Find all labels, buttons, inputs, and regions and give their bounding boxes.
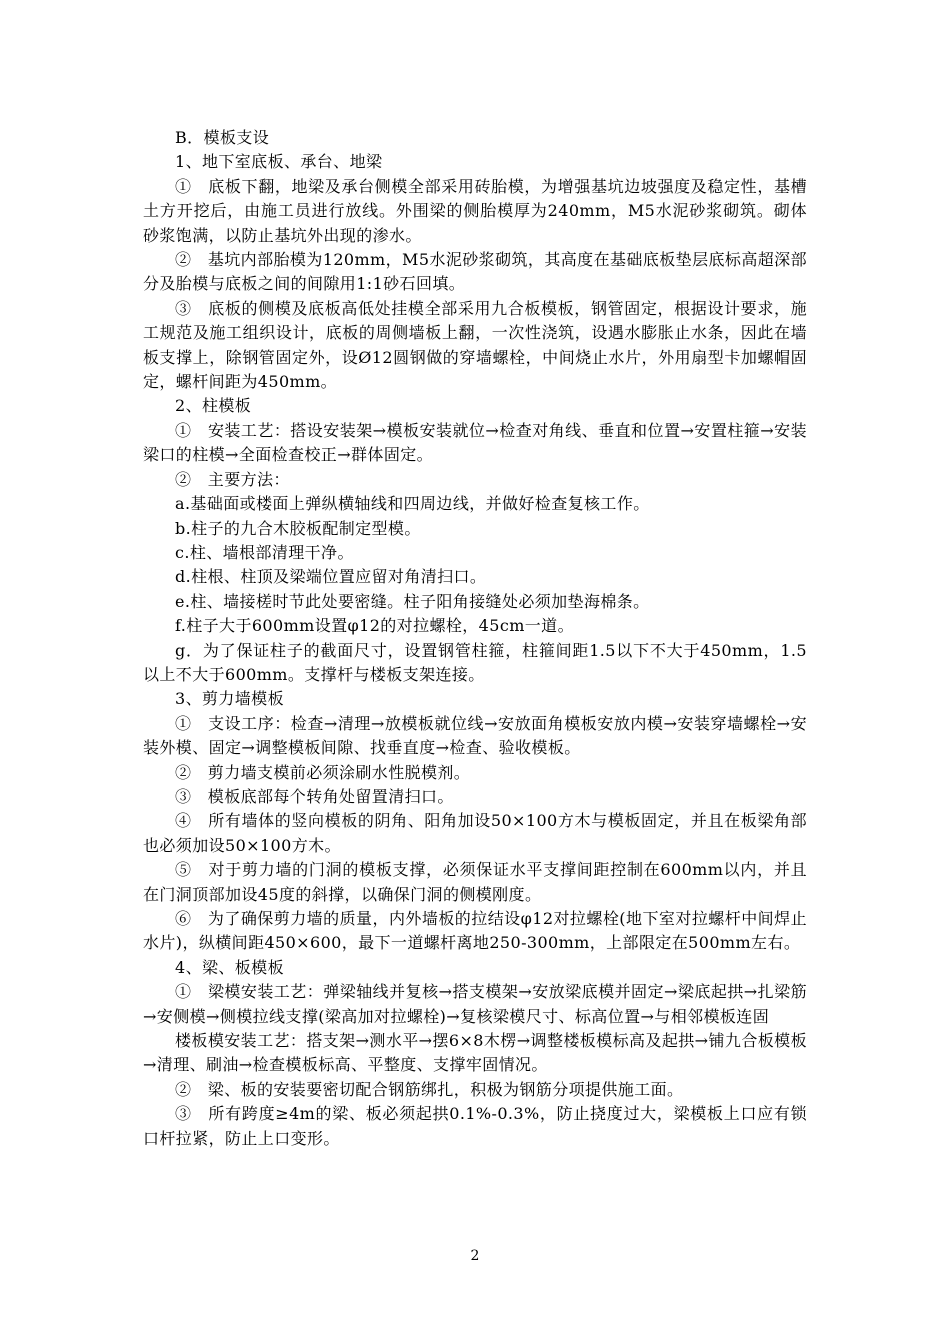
paragraph: ① 支设工序：检查→清理→放模板就位线→安放面角模板安放内模→安装穿墙螺栓→安装外模、固定→调整模板间隙、找垂直度→检查、验收模板。 [143,713,807,758]
subsection-heading-shear-wall: 3、剪力墙模板 [175,689,284,709]
list-item: c.柱、墙根部清理干净。 [175,542,354,562]
list-item: a.基础面或楼面上弹纵横轴线和四周边线，并做好检查复核工作。 [175,494,650,514]
subsection-heading-column: 2、柱模板 [175,396,252,416]
page-number: 2 [470,1248,480,1264]
paragraph: ③ 底板的侧模及底板高低处挂模全部采用九合板模板，钢管固定，根据设计要求，施工规范及施工组织设计，底板的周侧墙板上翻，一次性浇筑，设遇水膨胀止水条，因此在墙板支撑上，除钢管固定外，设Ø12圆钢做的穿墙螺栓，中间烧止水片，外用扇型卡加螺帽固定，螺杆间距为450mm。 [143,298,807,392]
paragraph: 楼板模安装工艺：搭支架→测水平→摆6×8木楞→调整楼板模标高及起拱→铺九合板模板→清理、刷油→检查模板标高、平整度、支撑牢固情况。 [143,1031,807,1075]
paragraph: ① 底板下翻，地梁及承台侧模全部采用砖胎模，为增强基坑边坡强度及稳定性，基槽土方开挖后，由施工员进行放线。外围梁的侧胎模厚为240mm，M5水泥砂浆砌筑。砌体砂浆饱满，以防止基坑外出现的渗水。 [143,176,807,245]
paragraph: ② 剪力墙支模前必须涂刷水性脱模剂。 [175,762,471,782]
paragraph: ② 基坑内部胎模为120mm，M5水泥砂浆砌筑，其高度在基础底板垫层底标高超深部分及胎模与底板之间的间隙用1:1砂石回填。 [143,250,807,294]
list-item: f.柱子大于600mm设置φ12的对拉螺栓，45cm一道。 [175,616,574,636]
paragraph: ⑥ 为了确保剪力墙的质量，内外墙板的拉结设φ12对拉螺栓(地下室对拉螺杆中间焊止水片)，纵横间距450×600，最下一道螺杆离地250-300mm，上部限定在500mm左右。 [143,909,807,953]
paragraph: ① 梁模安装工艺：弹梁轴线并复核→搭支模架→安放梁底模并固定→梁底起拱→扎梁筋→安侧模→侧模拉线支撑(梁高加对拉螺栓)→复核梁模尺寸、标高位置→与相邻模板连固 [143,982,807,1026]
paragraph: ② 主要方法： [175,469,290,489]
paragraph: ⑤ 对于剪力墙的门洞的模板支撑，必须保证水平支撑间距控制在600mm以内，并且在门洞顶部加设45度的斜撑，以确保门洞的侧模刚度。 [143,860,807,904]
list-item: b.柱子的九合木胶板配制定型模。 [175,518,421,538]
document-body [143,126,807,1151]
paragraph: ① 安装工艺：搭设安装架→模板安装就位→检查对角线、垂直和位置→安置柱箍→安装梁口的柱模→全面检查校正→群体固定。 [143,420,807,465]
paragraph: ② 梁、板的安装要密切配合钢筋绑扎，积极为钢筋分项提供施工面。 [175,1079,684,1099]
subsection-heading-basement: 1、地下室底板、承台、地梁 [175,152,383,172]
list-item: d.柱根、柱顶及梁端位置应留对角清扫口。 [175,567,487,587]
paragraph: ③ 模板底部每个转角处留置清扫口。 [175,786,454,806]
list-item: e.柱、墙接槎时节此处要密缝。柱子阳角接缝处必须加垫海棉条。 [175,591,650,611]
paragraph: ③ 所有跨度≥4m的梁、板必须起拱0.1%-0.3%，防止挠度过大，梁模板上口应有锁口杆拉紧，防止上口变形。 [143,1104,807,1148]
subsection-heading-beam-slab: 4、梁、板模板 [175,957,284,977]
paragraph: ④ 所有墙体的竖向模板的阴角、阳角加设50×100方木与模板固定，并且在板梁角部也必须加设50×100方木。 [143,811,807,855]
list-item: g．为了保证柱子的截面尺寸，设置钢管柱箍，柱箍间距1.5以下不大于450mm，1.5以上不大于600mm。支撑杆与楼板支架连接。 [143,640,807,684]
section-heading: B．模板支设 [175,128,270,147]
